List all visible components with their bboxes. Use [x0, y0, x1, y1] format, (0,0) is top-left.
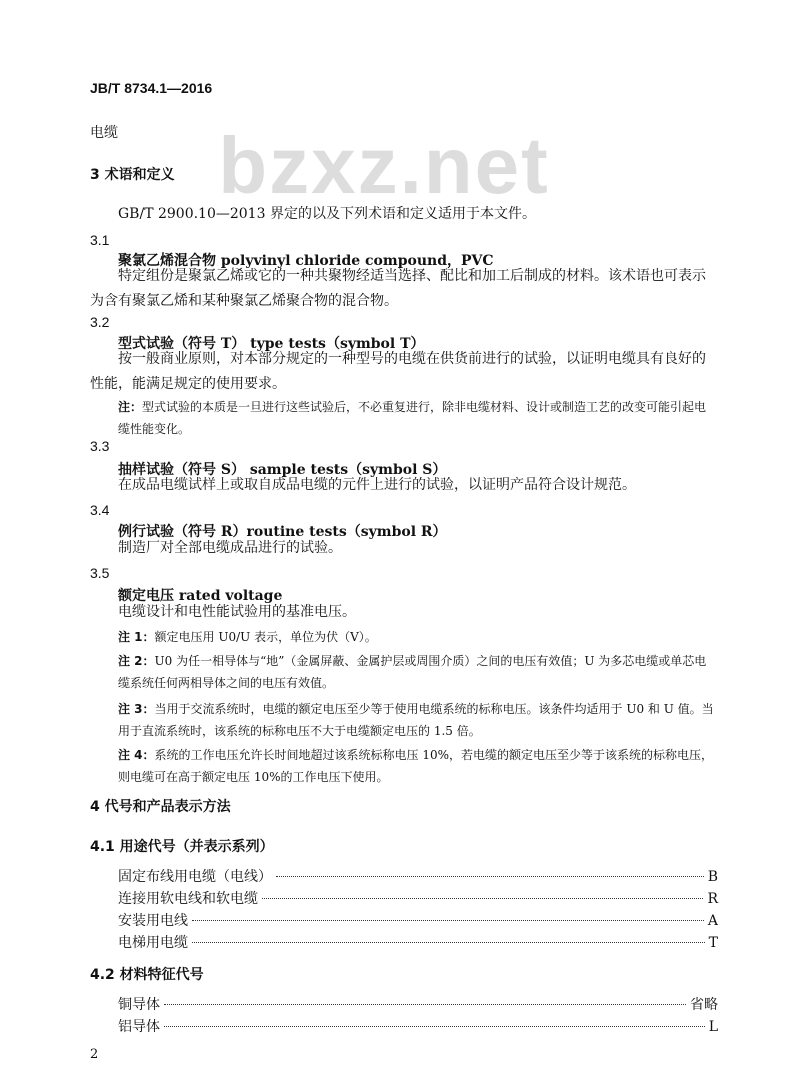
page-number: 2 — [90, 1047, 99, 1062]
voltage-note-3 — [118, 698, 718, 742]
list-item-label: 固定布线用电缆（电线） — [118, 869, 272, 885]
note-label: 注 4： — [118, 748, 155, 762]
list-item — [118, 1016, 718, 1036]
list-item-code: A — [707, 913, 718, 929]
list-item — [118, 932, 718, 952]
list-item-label: 电梯用电缆 — [118, 935, 188, 951]
term-number: 3.2 — [90, 314, 110, 330]
voltage-note-1 — [118, 626, 718, 648]
term-definition: 特定组份是聚氯乙烯或它的一种共聚物经适当选择、配比和加工后制成的材料。该术语也可表示为含有聚氯乙烯和某种聚氯乙烯聚合物的混合物。 — [90, 268, 706, 309]
term-definition: 在成品电缆试样上或取自成品电缆的元件上进行的试验，以证明产品符合设计规范。 — [118, 477, 636, 493]
list-item — [118, 910, 718, 930]
note-text: 额定电压用 U0/U 表示，单位为伏（V）。 — [154, 630, 377, 644]
section-4-1-title: 4.1 用途代号（并表示系列） — [90, 839, 274, 855]
term-name: 型式试验（符号 T） type tests（symbol T） — [118, 336, 425, 352]
standard-code: JB/T 8734.1—2016 — [90, 80, 213, 96]
term-name: 抽样试验（符号 S） sample tests（symbol S） — [118, 462, 447, 478]
term-number: 3.1 — [90, 232, 110, 248]
note-label: 注 2： — [118, 654, 155, 668]
watermark: bzxz.net — [218, 121, 550, 210]
leader-dots — [192, 942, 705, 943]
term-number: 3.5 — [90, 565, 110, 581]
leader-dots — [192, 920, 704, 921]
section-3-title: 3 术语和定义 — [90, 167, 175, 183]
note-label: 注： — [118, 400, 143, 414]
note-text: 系统的工作电压允许长时间地超过该系统标称电压 10%，若电缆的额定电压至少等于该系统的标称电压，则电缆可在高于额定电压 10%的工作电压下使用。 — [118, 748, 714, 784]
list-item-code: B — [707, 869, 718, 885]
list-item — [118, 994, 718, 1014]
note-text: 当用于交流系统时，电缆的额定电压至少等于使用电缆系统的标称电压。该条件均适用于 U0 和 U 值。当用于直流系统时，该系统的标称电压不大于电缆额定电压的 1.5 倍。 — [118, 702, 714, 738]
term-note — [118, 396, 718, 440]
voltage-note-4 — [118, 744, 718, 788]
section-4-2-title: 4.2 材料特征代号 — [90, 967, 204, 983]
term-definition: 按一般商业原则，对本部分规定的一种型号的电缆在供货前进行的试验，以证明电缆具有良好的性能，能满足规定的使用要求。 — [90, 351, 706, 392]
voltage-note-2 — [118, 650, 718, 694]
note-label: 注 1： — [118, 630, 155, 644]
list-item-code: R — [707, 891, 718, 907]
note-text: 型式试验的本质是一旦进行这些试验后，不必重复进行，除非电缆材料、设计或制造工艺的改变可能引起电缆性能变化。 — [118, 400, 707, 436]
list-item-code: L — [708, 1019, 718, 1035]
term-definition: 电缆设计和电性能试验用的基准电压。 — [118, 604, 356, 620]
list-item-label: 连接用软电线和软电缆 — [118, 891, 258, 907]
leader-dots — [276, 876, 704, 877]
term-definition: 制造厂对全部电缆成品进行的试验。 — [118, 540, 342, 556]
term-name: 额定电压 rated voltage — [118, 588, 283, 604]
note-text: U0 为任一相导体与“地”（金属屏蔽、金属护层或周围介质）之间的电压有效值；U 为多芯电缆或单芯电缆系统任何两相导体之间的电压有效值。 — [118, 654, 707, 690]
intro-word: 电缆 — [90, 125, 118, 141]
leader-dots — [262, 898, 703, 899]
leader-dots — [164, 1004, 686, 1005]
term-name: 聚氯乙烯混合物 polyvinyl chloride compound，PVC — [118, 253, 494, 269]
section-3-intro: GB/T 2900.10—2013 界定的以及下列术语和定义适用于本文件。 — [118, 206, 536, 222]
note-label: 注 3： — [118, 702, 155, 716]
term-number: 3.3 — [90, 438, 110, 454]
list-item-label: 安装用电线 — [118, 913, 188, 929]
section-4-title: 4 代号和产品表示方法 — [90, 799, 231, 815]
list-item — [118, 888, 718, 908]
leader-dots — [164, 1026, 705, 1027]
term-number: 3.4 — [90, 502, 110, 518]
list-item-label: 铝导体 — [118, 1019, 160, 1035]
list-item-label: 铜导体 — [118, 997, 160, 1013]
list-item-code: 省略 — [690, 997, 718, 1013]
term-name: 例行试验（符号 R）routine tests（symbol R） — [118, 524, 447, 540]
list-item-code: T — [708, 935, 718, 951]
list-item — [118, 866, 718, 886]
